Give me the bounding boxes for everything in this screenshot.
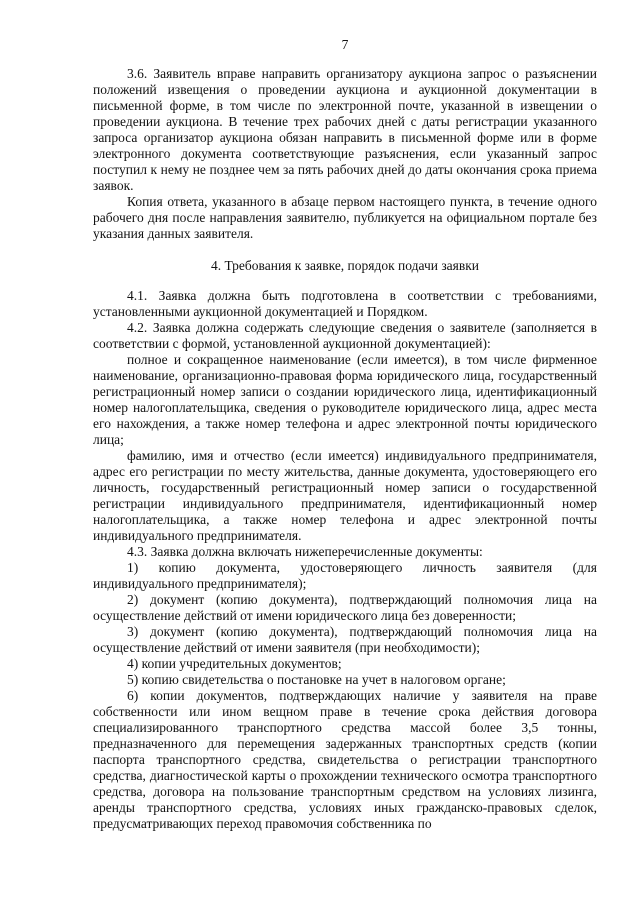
page-number: 7 — [341, 37, 349, 52]
list-item-1: 1) копию документа, удостоверяющего личность заявителя (для индивидуального предпринимателя); — [93, 560, 597, 591]
section-heading: 4. Требования к заявке, порядок подачи заявки — [210, 258, 480, 273]
paragraph-3-6: 3.6. Заявитель вправе направить организатору аукциона запрос о разъяснении положений извещения о проведении аукциона и аукционной документации в письменной форме, в том числе по электронной почте, указанной в извещении о проведении аукциона. В течение трех рабочих дней с даты регистрации указанного запроса организатор аукциона обязан направить в письменной форме или в форме электронного документа соответствующие разъяснения, если указанный запрос поступил к нему не позднее чем за пять рабочих дней до даты окончания срока приема заявок. — [93, 66, 597, 193]
list-item-4: 4) копии учредительных документов; — [127, 656, 342, 671]
list-item-3: 3) документ (копию документа), подтверждающий полномочия лица на осуществление действий от имени заявителя (при необходимости); — [93, 624, 597, 655]
paragraph-4-3: 4.3. Заявка должна включать нижеперечисленные документы: — [127, 544, 483, 559]
paragraph-4-2: 4.2. Заявка должна содержать следующие сведения о заявителе (заполняется в соответствии с формой, установленной аукционной документацией): — [93, 320, 597, 351]
list-item-5: 5) копию свидетельства о постановке на учет в налоговом органе; — [127, 672, 506, 687]
paragraph-answer-copy: Копия ответа, указанного в абзаце первом настоящего пункта, в течение одного рабочего дня после направления заявителю, публикуется на официальном портале без указания данных заявителя. — [93, 194, 597, 241]
list-item-6: 6) копии документов, подтверждающих наличие у заявителя на праве собственности или ином вещном праве в течение срока действия договора специализированного транспортного средства массой более 3,5 тонны, предназначенного для перемещения задержанных транспортных средств (копии паспорта транспортного средства, свидетельства о регистрации транспортного средства, диагностической карты о прохождении технического осмотра транспортного средства, договора на пользование транспортным средством на условиях лизинга, аренды транспортного средства, условиях иных гражданско-правовых сделок, предусматривающих переход правомочия собственника по — [93, 688, 597, 831]
paragraph-legal-entity: полное и сокращенное наименование (если имеется), в том числе фирменное наименование, организационно-правовая форма юридического лица, государственный регистрационный номер записи о создании юридического лица, идентификационный номер налогоплательщика, сведения о руководителе юридического лица, адрес места его нахождения, а также номер телефона и адрес электронной почты юридического лица; — [93, 352, 597, 447]
list-item-2: 2) документ (копию документа), подтверждающий полномочия лица на осуществление действий от имени юридического лица без доверенности; — [93, 592, 597, 623]
paragraph-entrepreneur: фамилию, имя и отчество (если имеется) индивидуального предпринимателя, адрес его регистрации по месту жительства, данные документа, удостоверяющего его личность, государственный регистрационный номер записи о государственной регистрации индивидуального предпринимателя, идентификационный номер налогоплательщика, а также номер телефона и адрес электронной почты индивидуального предпринимателя. — [93, 448, 597, 543]
paragraph-4-1: 4.1. Заявка должна быть подготовлена в соответствии с требованиями, установленными аукционной документацией и Порядком. — [93, 288, 597, 319]
document-body — [93, 66, 597, 832]
